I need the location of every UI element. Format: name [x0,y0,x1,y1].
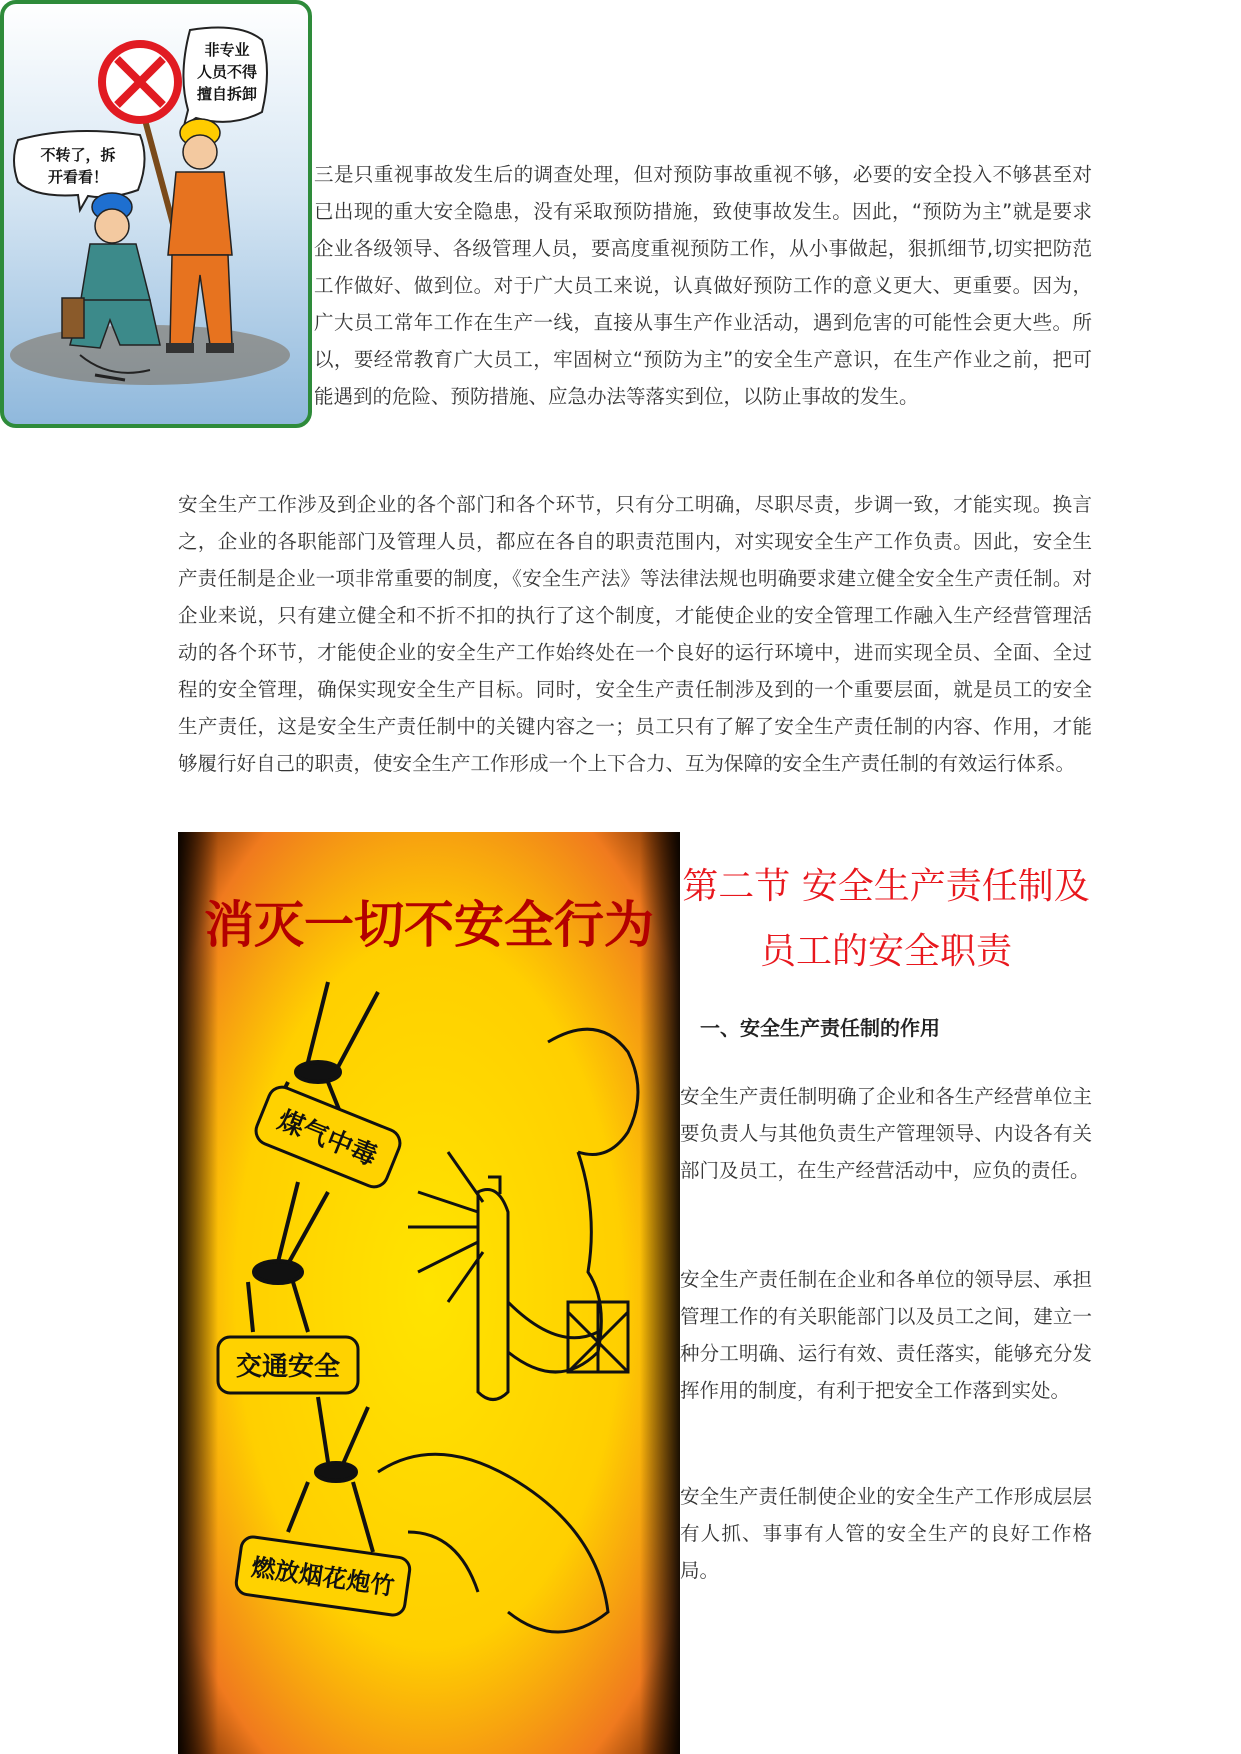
paragraph-role-3: 安全生产责任制使企业的安全生产工作形成层层有人抓、事事有人管的安全生产的良好工作格局。 [680,1485,1092,1582]
svg-text:擅自拆卸: 擅自拆卸 [196,85,258,103]
paragraph-prevention: 三是只重视事故发生后的调查处理，但对预防事故重视不够，必要的安全投入不够甚至对已出现的重大安全隐患，没有采取预防措施，致使事故发生。因此，“预防为主”就是要求企业各级领导、各级管理人员，要高度重视预防工作，从小事做起，狠抓细节,切实把防范工作做好、做到位。对于广大员工来说，认真做好预防工作的意义更大、更重要。因为，广大员工常年工作在生产一线，直接从事生产作业活动，遇到危害的可能性会更大些。所以，要经常教育广大员工，牢固树立“预防为主”的安全生产意识，在生产作业之前，把可能遇到的危险、预防措施、应急办法等落实到位，以防止事故的发生。 [314,163,1092,408]
slogan-text: 消灭一切不安全行为 [204,895,654,954]
svg-text:燃放烟花炮竹: 燃放烟花炮竹 [249,1552,397,1601]
traffic-safety-sign [218,1337,358,1393]
svg-text:煤气中毒: 煤气中毒 [273,1105,382,1173]
paragraph-role-2: 安全生产责任制在企业和各单位的领导层、承担管理工作的有关职能部门以及员工之间，建立一种分工明确、运行有效、责任落实，能够充分发挥作用的制度，有利于把安全工作落到实处。 [680,1268,1092,1402]
svg-text:人员不得: 人员不得 [196,63,258,81]
section-title-line2: 员工的安全职责 [759,931,1012,972]
svg-text:非专业: 非专业 [204,41,250,59]
svg-text:交通安全: 交通安全 [235,1352,341,1382]
section-title-line1: 第二节 安全生产责任制及 [682,866,1090,907]
speech-bubble-warning [183,28,267,126]
no-disassembly-cartoon [0,0,312,428]
eliminate-unsafe-behavior-poster [178,832,680,1754]
subsection-heading: 一、安全生产责任制的作用 [700,1016,940,1040]
paragraph-responsibility-system: 安全生产工作涉及到企业的各个部门和各个环节，只有分工明确，尽职尽责，步调一致，才能实现。换言之，企业的各职能部门及管理人员，都应在各自的职责范围内，对实现安全生产工作负责。因此，安全生产责任制是企业一项非常重要的制度，《安全生产法》等法律法规也明确要求建立健全安全生产责任制。对企业来说，只有建立健全和不折不扣的执行了这个制度，才能使企业的安全管理工作融入生产经营管理活动的各个环节，才能使企业的安全生产工作始终处在一个良好的运行环境中，进而实现全员、全面、全过程的安全管理，确保实现安全生产目标。同时，安全生产责任制涉及到的一个重要层面，就是员工的安全生产责任，这是安全生产责任制中的关键内容之一；员工只有了解了安全生产责任制的内容、作用，才能够履行好自己的职责，使安全生产工作形成一个上下合力、互为保障的安全生产责任制的有效运行体系。 [178,493,1092,775]
section-title [680,854,1092,984]
svg-text:开看看！: 开看看！ [47,168,109,186]
svg-text:不转了，拆: 不转了，拆 [40,146,116,164]
paragraph-role-1: 安全生产责任制明确了企业和各生产经营单位主要负责人与其他负责生产管理领导、内设各有关部门及员工，在生产经营活动中，应负的责任。 [680,1085,1092,1182]
